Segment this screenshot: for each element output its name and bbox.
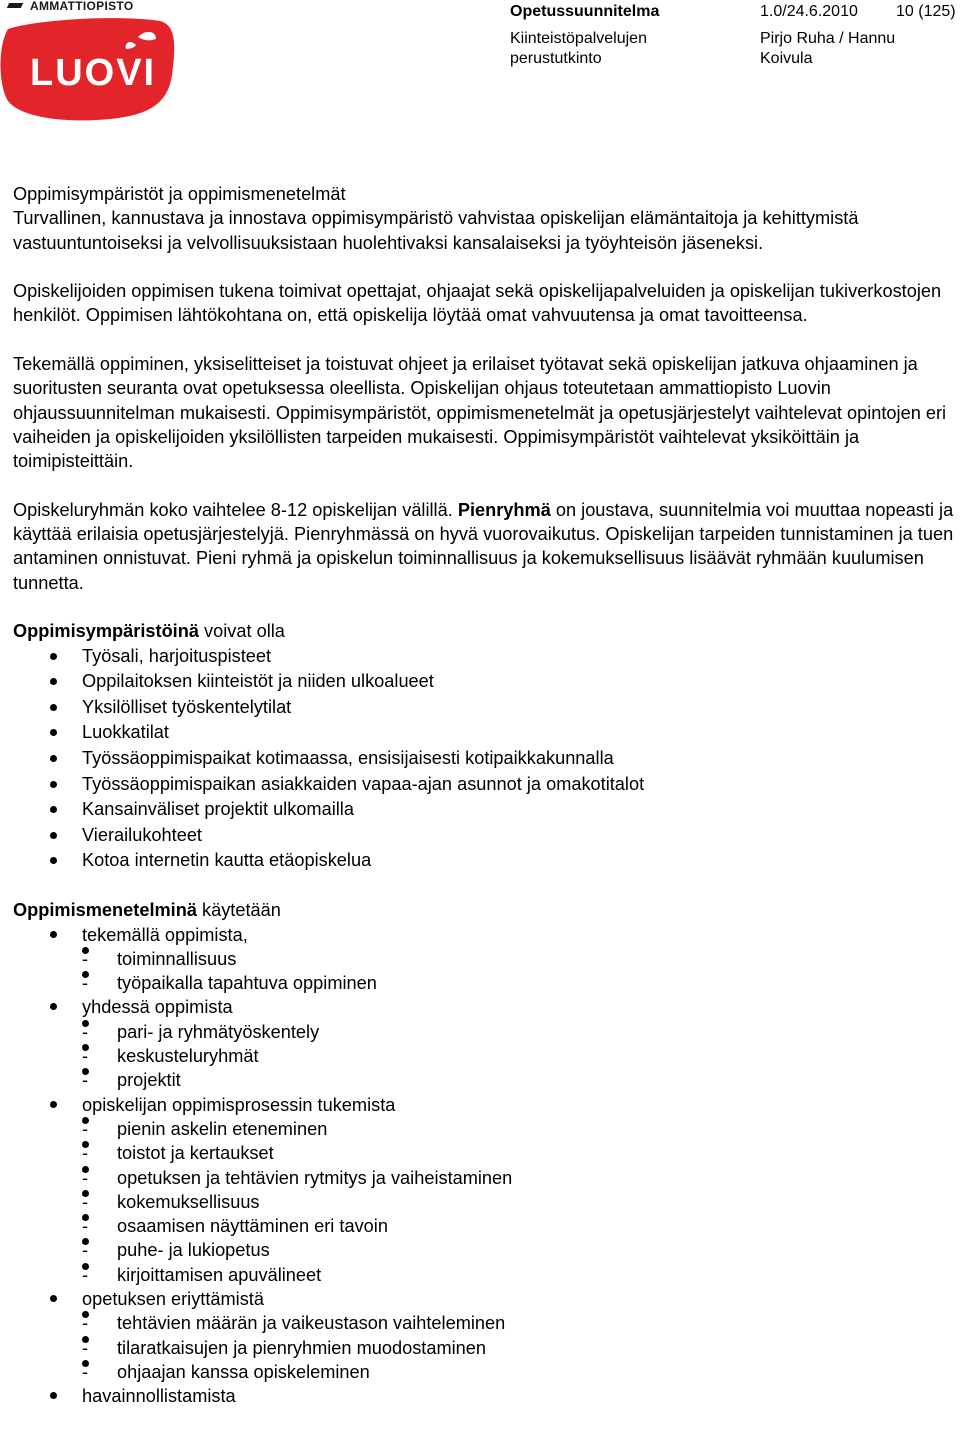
method-sub-item: - puhe- ja lukiopetus [13,1238,957,1262]
method-label: havainnollistamista [82,1386,236,1407]
environments-intro [13,619,957,643]
logo-top-mark [7,3,23,8]
method-sub-container [13,1117,957,1287]
section-heading: Oppimisympäristöt ja oppimismenetelmät [13,184,346,204]
logo-wordmark: LUOVI [30,52,157,94]
paragraph-3: Tekemällä oppiminen, yksiselitteiset ja toistuvat ohjeet ja erilaiset työtavat sekä opiskelijan jatkuva ohjaaminen ja suoritusten seuranta ovat opetuksessa oleellista. Opiskelijan ohjaus toteutetaan ammattiopisto Luovin ohjaussuunnitelman mukaisesti. Oppimisympäristöt, oppimismenetelmät ja opetusjärjestelyt vaihtelevat opintojen eri vaiheiden ja opiskelijoiden yksilöllisten tarpeiden mukaisesti. Oppimisympäristöt vaihtelevat yksiköittäin ja toimipisteittäin. [13,354,947,472]
environment-item: Oppilaitoksen kiinteistöt ja niiden ulkoalueet [13,669,957,695]
document-body [13,182,957,1433]
method-label: tekemällä oppimista, [82,924,248,945]
logo-badge-icon [0,15,176,121]
luovi-logo [0,0,176,122]
method-item [13,1384,957,1408]
paragraph-4-start: Opiskeluryhmän koko vaihtelee 8-12 opiskelijan välillä. [13,499,458,520]
paragraph-4-bold: Pienryhmä [457,499,551,520]
environments-intro-bold: Oppimisympäristöinä [13,621,199,642]
paragraph-1: Turvallinen, kannustava ja innostava oppimisympäristö vahvistaa opiskelijan elämäntaitoja ja kehittymistä vastuuntuntoiseksi ja velvollisuuksistaan huolehtivaksi kansalaiseksi ja työyhteisön jäseneksi. [13,208,859,253]
document-authors: Pirjo Ruha / Hannu Koivula [760,30,896,67]
document-title: Opetussuunnitelma [510,3,660,20]
method-sub-container [13,1020,957,1093]
environment-item: Vierailukohteet [13,823,957,849]
method-sub-item: - keskusteluryhmät [13,1044,957,1068]
methods-list [13,923,957,1409]
method-item [13,995,957,1019]
method-sub-list [13,1117,957,1287]
logo-top-text: AMMATTIOPISTO [30,0,134,13]
paragraph-2: Opiskelijoiden oppimisen tukena toimivat opettajat, ohjaajat sekä opiskelijapalveluiden ja opiskelijan tukiverkostojen henkilöt. Oppimisen lähtökohtana on, että opiskelija löytää omat vahvuutensa ja omat tavoitteensa. [13,281,942,326]
environment-item: Työssäoppimispaikat kotimaassa, ensisijaisesti kotipaikkakunnalla [13,746,957,772]
methods-intro-rest: käytetään [196,900,281,921]
paragraph-4 [13,498,957,595]
method-sub-list [13,1311,957,1384]
method-sub-item: - opetuksen ja tehtävien rytmitys ja vaiheistaminen [13,1166,957,1190]
method-sub-item: - kokemuksellisuus [13,1190,957,1214]
method-label: opetuksen eriyttämistä [82,1289,264,1310]
method-sub-item: - tilaratkaisujen ja pienryhmien muodostaminen [13,1336,957,1360]
method-sub-item: - toiminnallisuus [13,947,957,971]
methods-intro-bold: Oppimismenetelminä [13,900,197,921]
method-sub-item: - toistot ja kertaukset [13,1141,957,1165]
environment-item: Yksilölliset työskentelytilat [13,695,957,721]
department-name: Kiinteistöpalvelujen perustutkinto [510,30,647,67]
method-sub-item: - ohjaajan kanssa opiskeleminen [13,1360,957,1384]
method-sub-item: - kirjoittamisen apuvälineet [13,1263,957,1287]
method-sub-item: - pari- ja ryhmätyöskentely [13,1020,957,1044]
method-sub-list [13,1020,957,1093]
environment-item: Työssäoppimispaikan asiakkaiden vapaa-ajan asunnot ja omakotitalot [13,772,957,798]
page-number: 10 (125) [896,3,956,20]
method-item [13,1287,957,1311]
environment-item: Luokkatilat [13,720,957,746]
method-sub-item: - pienin askelin eteneminen [13,1117,957,1141]
environment-item: Työsali, harjoituspisteet [13,644,957,670]
method-sub-item: - projektit [13,1068,957,1092]
method-sub-container [13,1311,957,1384]
environment-item: Kotoa internetin kautta etäopiskelua [13,848,957,874]
methods-intro [13,898,957,922]
method-sub-item: - työpaikalla tapahtuva oppiminen [13,971,957,995]
method-sub-item: - osaamisen näyttäminen eri tavoin [13,1214,957,1238]
environments-list [13,644,957,874]
document-version: 1.0/24.6.2010 [760,3,858,20]
environment-item: Kansainväliset projektit ulkomailla [13,797,957,823]
method-sub-container [13,947,957,996]
method-label: yhdessä oppimista [82,997,233,1018]
environments-intro-rest: voivat olla [198,621,285,642]
method-sub-list [13,947,957,996]
paragraph-4-end: on joustava, suunnitelmia voi muuttaa nopeasti ja käyttää erilaisia opetusjärjestelyjä. Pienryhmässä on hyvä vuorovaikutus. Opiskelijan tarpeiden tunnistaminen ja tuen antaminen onnistuvat. Pieni ryhmä ja opiskelun toiminnallisuus ja kokemuksellisuus lisäävät ryhmään kuulumisen tunnetta. [13,499,954,593]
method-item [13,1093,957,1117]
method-label: opiskelijan oppimisprosessin tukemista [82,1094,396,1115]
method-item [13,923,957,947]
method-sub-item: - tehtävien määrän ja vaikeustason vaihteleminen [13,1311,957,1335]
